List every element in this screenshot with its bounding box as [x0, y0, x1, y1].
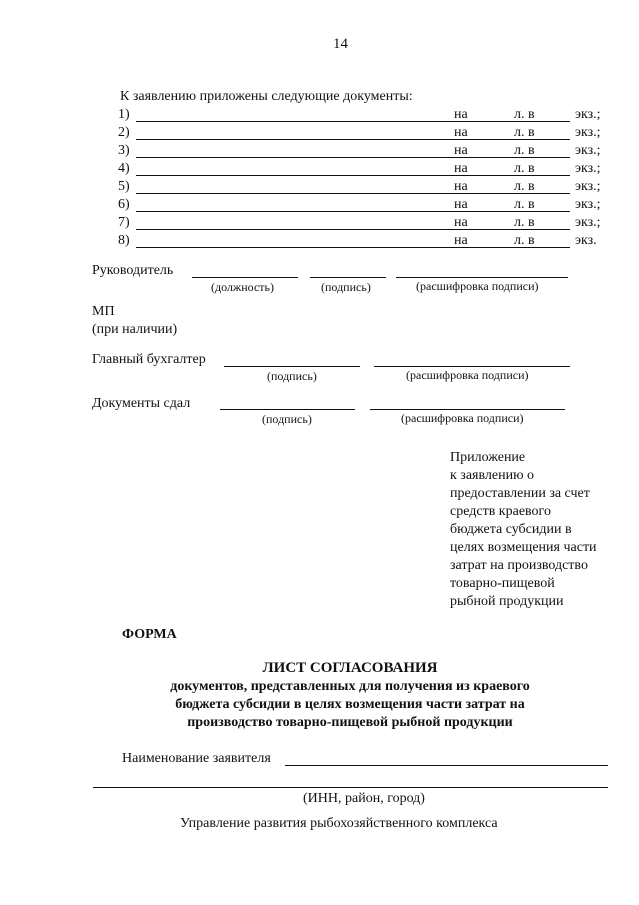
sheets-label: л. в [514, 233, 535, 248]
row-number: 6) [118, 197, 130, 212]
submitted-decoding-field[interactable] [370, 409, 565, 410]
sheets-count-field[interactable] [474, 157, 508, 158]
copies-count-field[interactable] [540, 229, 570, 230]
sheets-count-field[interactable] [474, 211, 508, 212]
form-label: ФОРМА [122, 627, 177, 642]
appendix-line: средств краевого [450, 504, 551, 519]
copies-label: экз.; [575, 161, 601, 176]
attachments-intro: К заявлению приложены следующие документы: [120, 89, 413, 104]
copies-label: экз.; [575, 143, 601, 158]
head-label: Руководитель [92, 263, 174, 278]
submitted-signature-field[interactable] [220, 409, 355, 410]
copies-count-field[interactable] [540, 121, 570, 122]
submitted-label: Документы сдал [92, 396, 191, 411]
head-decoding-field[interactable] [396, 277, 568, 278]
na-label: на [454, 143, 468, 158]
na-label: на [454, 125, 468, 140]
applicant-details-field[interactable] [93, 787, 608, 788]
copies-label: экз.; [575, 179, 601, 194]
sheets-count-field[interactable] [474, 247, 508, 248]
appendix-line: предоставлении за счет [450, 486, 590, 501]
row-number: 2) [118, 125, 130, 140]
copies-label: экз. [575, 233, 597, 248]
sheets-label: л. в [514, 107, 535, 122]
attachment-row [118, 143, 608, 161]
sheets-label: л. в [514, 161, 535, 176]
attachment-row [118, 161, 608, 179]
applicant-label: Наименование заявителя [122, 751, 271, 766]
appendix-line: затрат на производство [450, 558, 588, 573]
sheets-count-field[interactable] [474, 139, 508, 140]
attachment-row [118, 215, 608, 233]
head-signature-field[interactable] [310, 277, 386, 278]
row-number: 7) [118, 215, 130, 230]
na-label: на [454, 179, 468, 194]
attachment-row [118, 125, 608, 143]
copies-count-field[interactable] [540, 157, 570, 158]
sheets-count-field[interactable] [474, 193, 508, 194]
row-number: 8) [118, 233, 130, 248]
head-position-caption: (должность) [211, 280, 274, 294]
copies-count-field[interactable] [540, 211, 570, 212]
sheets-label: л. в [514, 125, 535, 140]
copies-count-field[interactable] [540, 175, 570, 176]
attachment-row [118, 197, 608, 215]
attachment-row [118, 179, 608, 197]
appendix-line: товарно-пищевой [450, 576, 555, 591]
attachment-row [118, 107, 608, 125]
sheets-count-field[interactable] [474, 121, 508, 122]
sheets-label: л. в [514, 143, 535, 158]
copies-count-field[interactable] [540, 193, 570, 194]
sheets-count-field[interactable] [474, 175, 508, 176]
copies-count-field[interactable] [540, 247, 570, 248]
appendix-line: бюджета субсидии в [450, 522, 572, 537]
form-subtitle-line: документов, представленных для получения из краевого [170, 679, 530, 694]
appendix-line: целях возмещения части [450, 540, 597, 555]
na-label: на [454, 161, 468, 176]
accountant-decoding-caption: (расшифровка подписи) [406, 368, 529, 382]
appendix-line: Приложение [450, 450, 526, 465]
appendix-line: к заявлению о [450, 468, 535, 483]
stamp-label: МП [92, 304, 115, 319]
accountant-decoding-field[interactable] [374, 366, 570, 367]
page-number: 14 [333, 36, 348, 52]
form-title: ЛИСТ СОГЛАСОВАНИЯ [262, 660, 438, 676]
submitted-signature-caption: (подпись) [262, 412, 312, 426]
sheets-label: л. в [514, 215, 535, 230]
copies-label: экз.; [575, 197, 601, 212]
form-subtitle-line: производство товарно-пищевой рыбной продукции [187, 715, 513, 730]
sheets-label: л. в [514, 197, 535, 212]
copies-label: экз.; [575, 125, 601, 140]
row-number: 4) [118, 161, 130, 176]
accountant-label: Главный бухгалтер [92, 352, 206, 367]
applicant-name-field[interactable] [285, 765, 608, 766]
inn-caption: (ИНН, район, город) [303, 791, 425, 806]
copies-label: экз.; [575, 215, 601, 230]
attachment-row [118, 233, 608, 251]
sheets-label: л. в [514, 179, 535, 194]
na-label: на [454, 197, 468, 212]
appendix-line: рыбной продукции [450, 594, 564, 609]
head-decoding-caption: (расшифровка подписи) [416, 279, 539, 293]
form-subtitle-line: бюджета субсидии в целях возмещения части затрат на [175, 697, 525, 712]
head-position-field[interactable] [192, 277, 298, 278]
row-number: 5) [118, 179, 130, 194]
accountant-signature-field[interactable] [224, 366, 360, 367]
copies-count-field[interactable] [540, 139, 570, 140]
row-number: 3) [118, 143, 130, 158]
na-label: на [454, 233, 468, 248]
submitted-decoding-caption: (расшифровка подписи) [401, 411, 524, 425]
appendix-note [450, 449, 620, 611]
row-number: 1) [118, 107, 130, 122]
na-label: на [454, 107, 468, 122]
sheets-count-field[interactable] [474, 229, 508, 230]
stamp-if-available: (при наличии) [92, 322, 178, 337]
accountant-signature-caption: (подпись) [267, 369, 317, 383]
department-name: Управление развития рыбохозяйственного комплекса [180, 816, 498, 831]
na-label: на [454, 215, 468, 230]
copies-label: экз.; [575, 107, 601, 122]
head-signature-caption: (подпись) [321, 280, 371, 294]
